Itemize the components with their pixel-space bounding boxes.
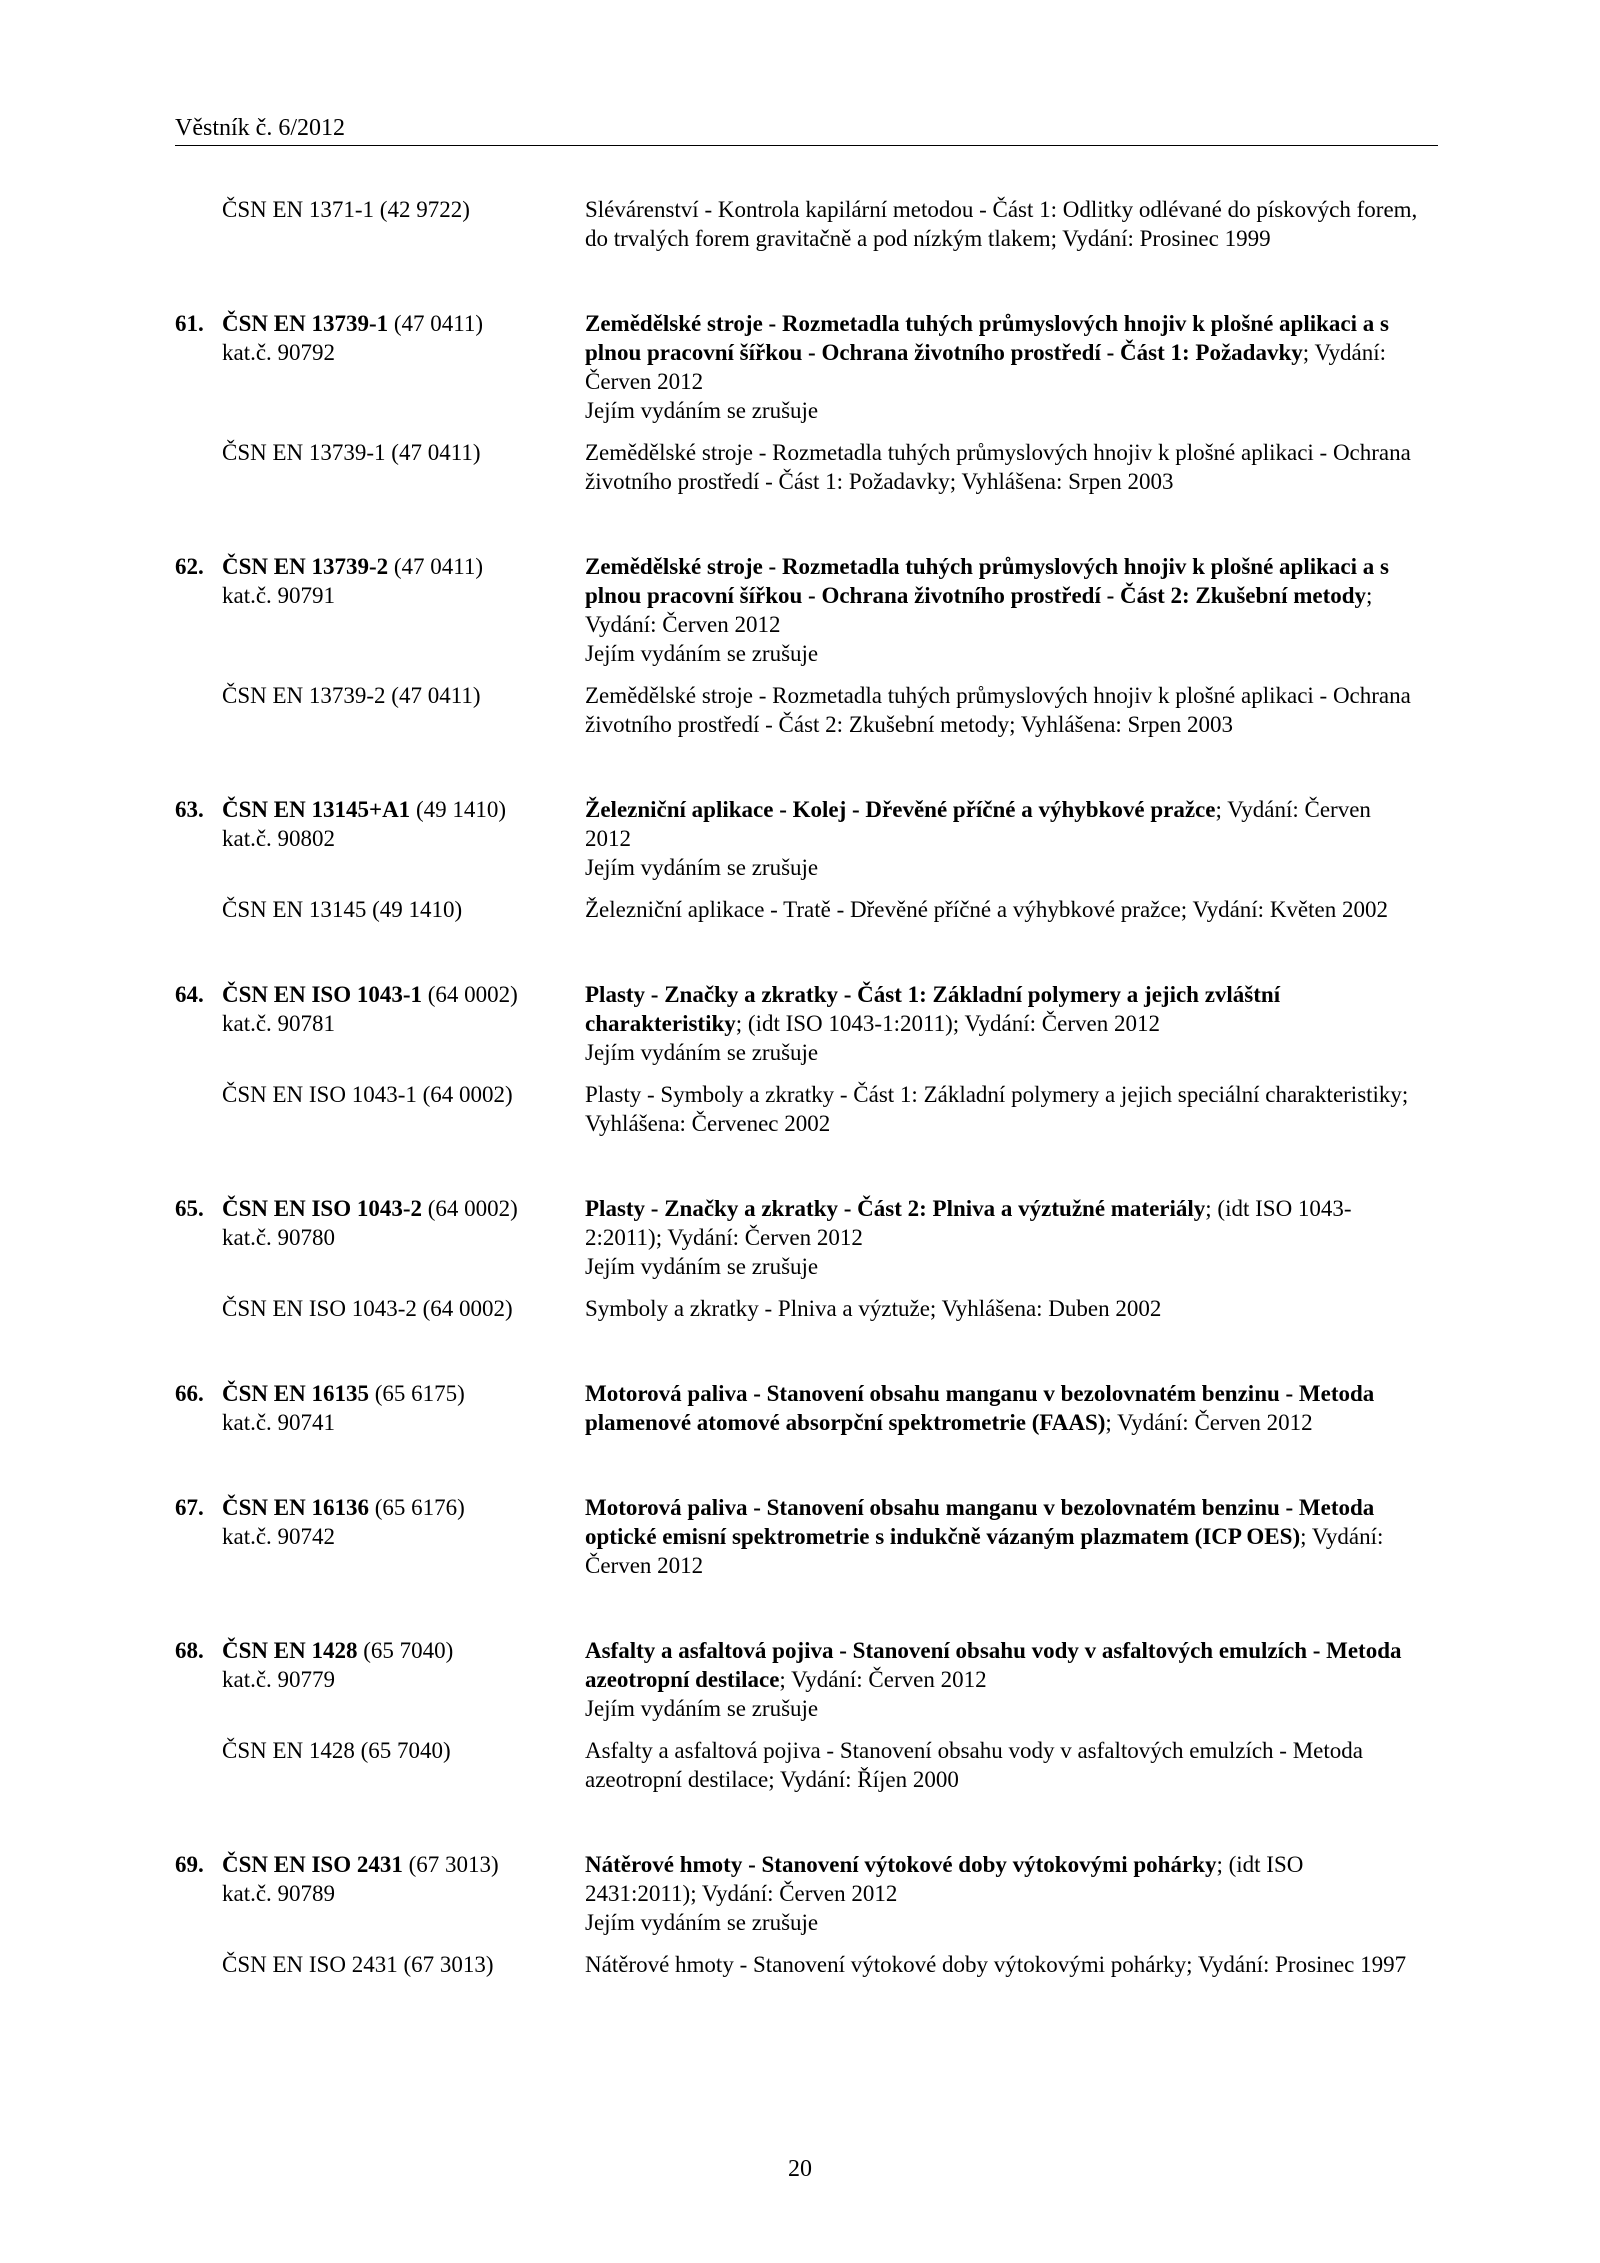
replaced-standard-row <box>0 1294 1600 1323</box>
replaced-designation-col <box>0 1294 585 1323</box>
designation-code: ČSN EN 13739-1 <box>222 311 389 336</box>
page-number: 20 <box>788 2156 812 2182</box>
new-standard-row <box>0 795 1600 882</box>
replaced-standard-row <box>0 895 1600 924</box>
replaced-designation: ČSN EN 13739-1 (47 0411) <box>222 440 481 465</box>
designation <box>222 1636 585 1665</box>
replaced-designation: ČSN EN 1428 (65 7040) <box>222 1738 451 1763</box>
designation-block <box>175 1493 585 1551</box>
replaced-standard-row <box>0 1950 1600 1979</box>
designation-col <box>0 1850 585 1937</box>
replaced-standard-row <box>0 681 1600 739</box>
replaces-note: Jejím vydáním se zrušuje <box>585 855 819 880</box>
designation <box>222 795 585 824</box>
standard-title-rest: ; Vydání: Červen 2012 <box>585 340 1387 394</box>
replaced-designation-col <box>0 195 585 253</box>
designation-col <box>0 309 585 425</box>
standard-title <box>585 1379 1418 1437</box>
catalog-number: kat.č. 90792 <box>222 340 336 365</box>
designation-col <box>0 1194 585 1281</box>
standard-entry <box>0 552 1600 739</box>
continued-entry <box>0 195 1600 253</box>
standard-title-rest: ; (idt ISO 1043-1:2011); Vydání: Červen 2012 <box>735 1011 1160 1036</box>
new-standard-row <box>0 1194 1600 1281</box>
replaced-designation: ČSN EN 13739-2 (47 0411) <box>222 683 481 708</box>
designation-code: ČSN EN ISO 1043-1 <box>222 982 423 1007</box>
new-standard-row <box>0 980 1600 1067</box>
replaced-designation: ČSN EN 13145 (49 1410) <box>222 897 463 922</box>
designation-code: ČSN EN 16136 <box>222 1495 369 1520</box>
standard-entry <box>0 1850 1600 1979</box>
standard-title-rest: ; (idt ISO 2431:2011); Vydání: Červen 2012 <box>585 1852 1304 1906</box>
replaced-designation: ČSN EN ISO 1043-2 (64 0002) <box>222 1296 513 1321</box>
designation-col <box>0 795 585 882</box>
designation-block <box>175 1379 585 1437</box>
standard-entry <box>0 1194 1600 1323</box>
standard-title-rest: ; Vydání: Červen 2012 <box>1105 1410 1313 1435</box>
designation-col <box>0 552 585 668</box>
designation-class: (47 0411) <box>388 554 484 579</box>
standard-entry <box>0 795 1600 924</box>
new-standard-row <box>0 309 1600 425</box>
title-col <box>585 309 1418 425</box>
designation-class: (64 0002) <box>422 982 518 1007</box>
standard-title-bold: Nátěrové hmoty - Stanovení výtokové doby výtokovými pohárky <box>585 1852 1217 1877</box>
standard-title-rest: ; Vydání: Červen 2012 <box>779 1667 987 1692</box>
replaces-note: Jejím vydáním se zrušuje <box>585 398 819 423</box>
entry-number: 66. <box>175 1381 204 1406</box>
designation-block <box>175 1194 585 1252</box>
replaced-designation-col <box>0 895 585 924</box>
replaced-title: Plasty - Symboly a zkratky - Část 1: Základní polymery a jejich speciální charakteristiky; Vyhlášena: Červenec 2002 <box>585 1082 1409 1136</box>
standard-title <box>585 980 1418 1038</box>
standard-entry <box>0 1636 1600 1794</box>
replaced-title: Nátěrové hmoty - Stanovení výtokové doby výtokovými pohárky; Vydání: Prosinec 1997 <box>585 1952 1407 1977</box>
designation-class: (65 6175) <box>368 1381 465 1406</box>
replaced-designation: ČSN EN ISO 1043-1 (64 0002) <box>222 1082 513 1107</box>
designation-col <box>0 1636 585 1723</box>
title-col <box>585 1850 1418 1937</box>
replaced-title: Symboly a zkratky - Plniva a výztuže; Vyhlášena: Duben 2002 <box>585 1296 1162 1321</box>
standard-title-rest: ; (idt ISO 1043-2:2011); Vydání: Červen 2012 <box>585 1196 1352 1250</box>
standard-title <box>585 1194 1418 1252</box>
title-col <box>585 795 1418 882</box>
entry-number: 69. <box>175 1852 204 1877</box>
designation-block <box>175 980 585 1038</box>
standard-title-bold: Motorová paliva - Stanovení obsahu manganu v bezolovnatém benzinu - Metoda optické emisní spektrometrie s indukčně vázaným plazmatem (ICP OES) <box>585 1495 1375 1549</box>
replaced-designation-col <box>0 1736 585 1794</box>
standard-title-rest: ; Vydání: Červen 2012 <box>585 1524 1384 1578</box>
replaced-designation-col <box>0 1080 585 1138</box>
entry-number: 61. <box>175 311 204 336</box>
catalog-number: kat.č. 90742 <box>222 1524 336 1549</box>
standard-entry <box>0 980 1600 1138</box>
entry-number: 68. <box>175 1638 204 1663</box>
replaced-title: Slévárenství - Kontrola kapilární metodou - Část 1: Odlitky odlévané do pískových forem, do trvalých forem gravitačně a pod nízkým tlakem; Vydání: Prosinec 1999 <box>585 197 1418 251</box>
replaced-title: Zemědělské stroje - Rozmetadla tuhých průmyslových hnojiv k plošné aplikaci - Ochrana životního prostředí - Část 1: Požadavky; Vyhlášena: Srpen 2003 <box>585 440 1411 494</box>
standard-title <box>585 309 1418 396</box>
replaced-designation: ČSN EN ISO 2431 (67 3013) <box>222 1952 494 1977</box>
catalog-number: kat.č. 90802 <box>222 826 336 851</box>
new-standard-row <box>0 552 1600 668</box>
standard-title-bold: Železniční aplikace - Kolej - Dřevěné příčné a výhybkové pražce <box>585 797 1216 822</box>
entries-container <box>0 309 1600 1979</box>
replaces-note: Jejím vydáním se zrušuje <box>585 1910 819 1935</box>
designation-block <box>175 795 585 853</box>
standard-title-bold: Zemědělské stroje - Rozmetadla tuhých průmyslových hnojiv k plošné aplikaci a s plnou pracovní šířkou - Ochrana životního prostředí - Část 1: Požadavky <box>585 311 1389 365</box>
designation-block <box>175 309 585 367</box>
designation-code: ČSN EN ISO 2431 <box>222 1852 403 1877</box>
catalog-number: kat.č. 90779 <box>222 1667 336 1692</box>
entry-number: 63. <box>175 797 204 822</box>
standard-title <box>585 1636 1418 1694</box>
standards-list <box>0 195 1600 2035</box>
entry-number: 65. <box>175 1196 204 1221</box>
new-standard-row <box>0 1379 1600 1437</box>
replaced-standard-row <box>0 1080 1600 1138</box>
designation-code: ČSN EN 13739-2 <box>222 554 389 579</box>
journal-title: Věstník č. 6/2012 <box>175 115 345 141</box>
designation <box>222 980 585 1009</box>
new-standard-row <box>0 1636 1600 1723</box>
entry-number: 64. <box>175 982 204 1007</box>
standard-title-rest: ; Vydání: Červen 2012 <box>585 797 1371 851</box>
designation <box>222 1379 585 1408</box>
replaced-designation-col <box>0 681 585 739</box>
designation-code: ČSN EN 1428 <box>222 1638 358 1663</box>
title-col <box>585 1493 1418 1580</box>
designation-class: (49 1410) <box>410 797 507 822</box>
standard-entry <box>0 1493 1600 1580</box>
standard-title <box>585 552 1418 639</box>
designation-block <box>175 1850 585 1908</box>
entry-number: 67. <box>175 1495 204 1520</box>
designation-block <box>175 1636 585 1694</box>
replaces-note: Jejím vydáním se zrušuje <box>585 1254 819 1279</box>
standard-title-bold: Zemědělské stroje - Rozmetadla tuhých průmyslových hnojiv k plošné aplikaci a s plnou pracovní šířkou - Ochrana životního prostředí - Část 2: Zkušební metody <box>585 554 1389 608</box>
standard-entry <box>0 309 1600 496</box>
new-standard-row <box>0 1850 1600 1937</box>
standard-title-bold: Asfalty a asfaltová pojiva - Stanovení obsahu vody v asfaltových emulzích - Metoda azeotropní destilace <box>585 1638 1402 1692</box>
standard-title-bold: Motorová paliva - Stanovení obsahu manganu v bezolovnatém benzinu - Metoda plamenové atomové absorpční spektrometrie (FAAS) <box>585 1381 1375 1435</box>
standard-title-rest: ; Vydání: Červen 2012 <box>585 583 1373 637</box>
replaced-standard-row <box>0 438 1600 496</box>
replaced-designation-col <box>0 438 585 496</box>
designation-code: ČSN EN ISO 1043-2 <box>222 1196 423 1221</box>
designation-code: ČSN EN 13145+A1 <box>222 797 411 822</box>
standard-title-bold: Plasty - Značky a zkratky - Část 2: Plniva a výztužné materiály <box>585 1196 1206 1221</box>
designation-class: (64 0002) <box>422 1196 518 1221</box>
replaces-note: Jejím vydáním se zrušuje <box>585 1040 819 1065</box>
designation <box>222 309 585 338</box>
title-col <box>585 1636 1418 1723</box>
standard-entry <box>0 1379 1600 1437</box>
standard-title <box>585 795 1418 853</box>
designation-block <box>175 552 585 610</box>
designation <box>222 1194 585 1223</box>
catalog-number: kat.č. 90791 <box>222 583 336 608</box>
replaces-note: Jejím vydáním se zrušuje <box>585 641 819 666</box>
standard-title <box>585 1493 1418 1580</box>
replaces-note: Jejím vydáním se zrušuje <box>585 1696 819 1721</box>
designation-col <box>0 980 585 1067</box>
designation <box>222 1850 585 1879</box>
catalog-number: kat.č. 90741 <box>222 1410 336 1435</box>
standard-title-bold: Plasty - Značky a zkratky - Část 1: Základní polymery a jejich zvláštní charakteristiky <box>585 982 1281 1036</box>
replaced-title: Železniční aplikace - Tratě - Dřevěné příčné a výhybkové pražce; Vydání: Květen 2002 <box>585 897 1388 922</box>
entry-number: 62. <box>175 554 204 579</box>
catalog-number: kat.č. 90781 <box>222 1011 336 1036</box>
replaced-designation: ČSN EN 1371-1 (42 9722) <box>222 197 470 222</box>
designation <box>222 1493 585 1522</box>
page-header <box>175 113 1438 146</box>
replaced-designation-col <box>0 1950 585 1979</box>
designation-code: ČSN EN 16135 <box>222 1381 369 1406</box>
replaced-standard-row <box>0 195 1600 253</box>
designation <box>222 552 585 581</box>
designation-col <box>0 1379 585 1437</box>
replaced-title: Asfalty a asfaltová pojiva - Stanovení obsahu vody v asfaltových emulzích - Metoda azeotropní destilace; Vydání: Říjen 2000 <box>585 1738 1363 1792</box>
catalog-number: kat.č. 90789 <box>222 1881 336 1906</box>
title-col <box>585 980 1418 1067</box>
new-standard-row <box>0 1493 1600 1580</box>
designation-class: (65 7040) <box>357 1638 454 1663</box>
title-col <box>585 1379 1418 1437</box>
replaced-standard-row <box>0 1736 1600 1794</box>
replaced-title: Zemědělské stroje - Rozmetadla tuhých průmyslových hnojiv k plošné aplikaci - Ochrana životního prostředí - Část 2: Zkušební metody; Vyhlášena: Srpen 2003 <box>585 683 1411 737</box>
designation-col <box>0 1493 585 1580</box>
title-col <box>585 552 1418 668</box>
designation-class: (65 6176) <box>368 1495 465 1520</box>
standard-title <box>585 1850 1418 1908</box>
title-col <box>585 1194 1418 1281</box>
header-rule <box>175 145 1438 146</box>
designation-class: (67 3013) <box>402 1852 499 1877</box>
catalog-number: kat.č. 90780 <box>222 1225 336 1250</box>
designation-class: (47 0411) <box>388 311 484 336</box>
